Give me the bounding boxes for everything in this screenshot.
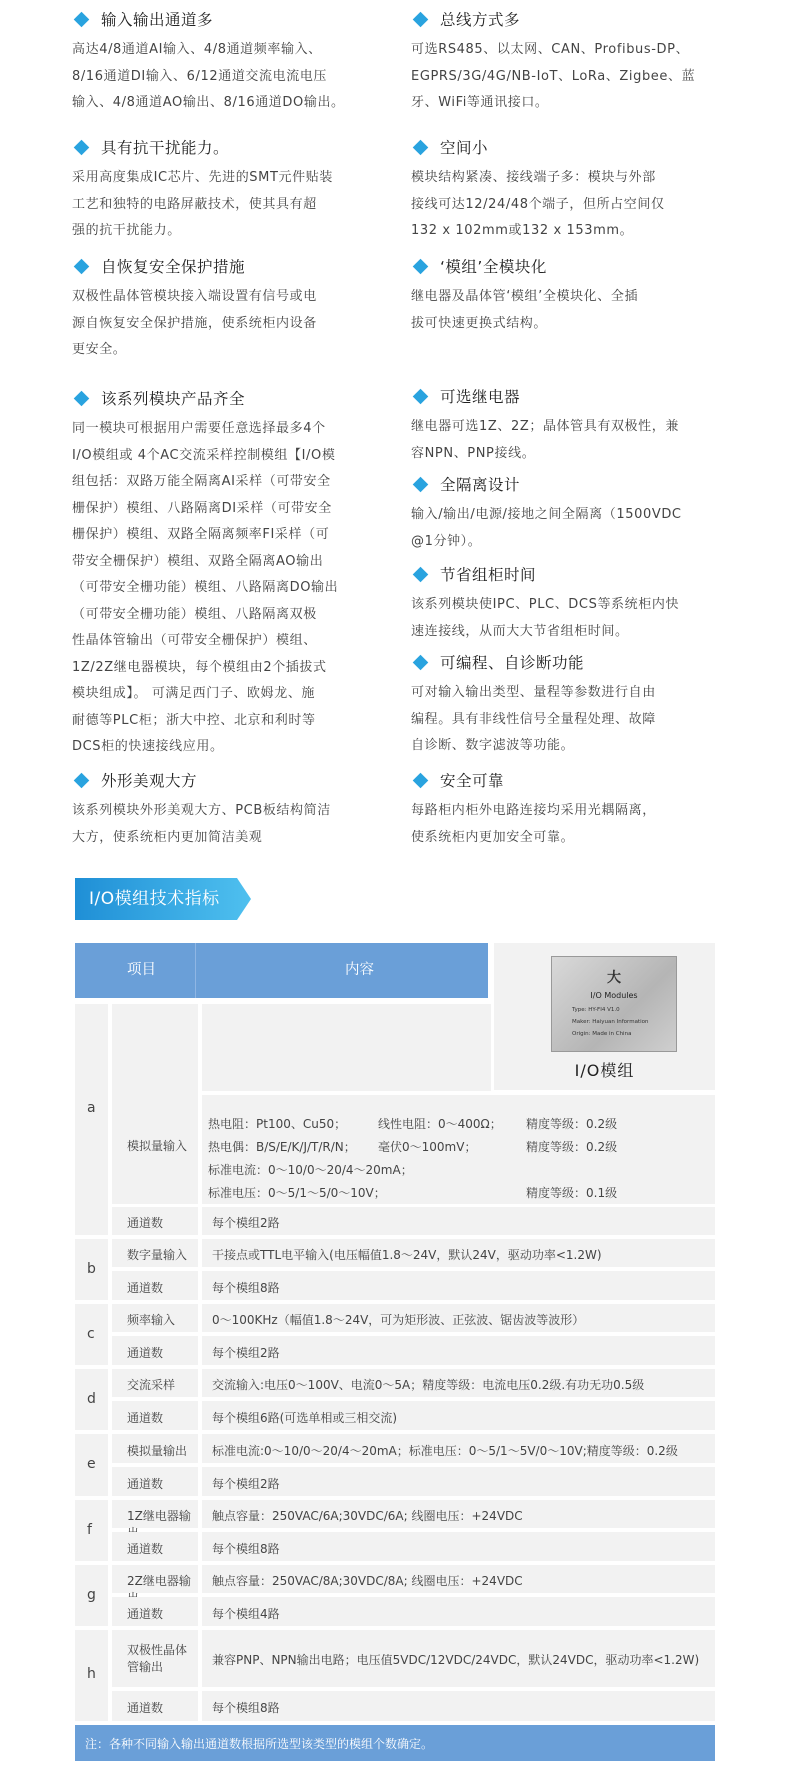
table-note: 注：各种不同输入输出通道数根据所选型该类型的模组个数确定。 [75, 1725, 715, 1761]
feature-modular: ‘模组’全模块化 继电器及晶体管‘模组’全模块化、全插 拔可快速更换式结构。 [411, 258, 639, 331]
module-nameplate-image: 大 I/O Modules Type: HY-FI4 V1.0 Maker: Haiyuan Information Origin: Made in China [551, 956, 677, 1052]
feature-full-isolation: 全隔离设计 输入/输出/电源/接地之间全隔离（1500VDC @1分钟）。 [411, 476, 682, 549]
table-header [75, 943, 488, 998]
feature-bus-types: 总线方式多 可选RS485、以太网、CAN、Profibus-DP、 EGPRS/3G/4G/NB-IoT、LoRa、Zigbee、蓝 牙、WiFi等通讯接口。 [411, 11, 696, 110]
row-label-cell: 频率输入 [112, 1304, 198, 1332]
row-label-cell: 双极性晶体 管输出 [112, 1630, 198, 1687]
section-banner [75, 878, 251, 920]
image-caption: I/O模组 [574, 1061, 635, 1080]
group-letter-cell: d [75, 1369, 108, 1430]
row-label-cell: 通道数 [112, 1691, 198, 1721]
section-title: I/O模组技术指标 [89, 889, 220, 909]
row-label-cell: 模拟量输出 [112, 1434, 198, 1463]
row-label-cell: 交流采样 [112, 1369, 198, 1397]
row-content-cell: 触点容量：250VAC/8A;30VDC/8A; 线圈电压：+24VDC [202, 1565, 715, 1593]
row-content-cell: 每个模组6路(可选单相或三相交流) [202, 1401, 715, 1430]
diamond-bullet-icon [74, 11, 90, 27]
row-label-cell: 通道数 [112, 1271, 198, 1300]
row-content-cell: 触点容量：250VAC/6A;30VDC/6A; 线圈电压：+24VDC [202, 1500, 715, 1528]
diamond-bullet-icon [74, 772, 90, 788]
feature-save-time: 节省组柜时间 该系列模块使IPC、PLC、DCS等系统柜内快 速连接线，从而大大节省组柜时间。 [411, 566, 680, 639]
row-label-cell: 通道数 [112, 1401, 198, 1430]
diamond-bullet-icon [413, 388, 429, 404]
diamond-bullet-icon [74, 139, 90, 155]
row-content-cell: 干接点或TTL电平输入(电压幅值1.8～24V，默认24V，驱动功率<1.2W) [202, 1239, 715, 1267]
row-content-cell: 兼容PNP、NPN输出电路；电压值5VDC/12VDC/24VDC，默认24VDC，驱动功率<1.2W) [202, 1630, 715, 1687]
row-label-cell: 通道数 [112, 1467, 198, 1496]
feature-complete-series: 该系列模块产品齐全 同一模块可根据用户需要任意选择最多4个 I/O模组或 4个AC交流采样控制模组【I/O模 组包括：双路万能全隔离AI采样（可带安全 栅保护）模组、八路隔离DI采样（可带安全 栅保护）模组、双路全隔离频率FI采样（可 带安全栅保护）模组、双路全隔离AO输出 （可带安全栅功能）模组、八路隔离DO输出 （可带安全栅功能）模组、八路隔离双极 性晶体管输出（可带安全栅保护）模组、 1Z/2Z继电器模块，每个模组由2个插拔式 模块组成】。 可满足西门子、欧姆龙、施 耐德等PLC柜；浙大中控、北京和利时等 DCS柜的快速接线应用。 [72, 390, 339, 754]
row-content-cell: 0～100KHz（幅值1.8～24V，可为矩形波、正弦波、锯齿波等波形） [202, 1304, 715, 1332]
row-content-cell: 每个模组8路 [202, 1271, 715, 1300]
row-content-cell: 交流输入:电压0～100V、电流0～5A；精度等级：电流电压0.2级.有功无功0.5级 [202, 1369, 715, 1397]
feature-small-space: 空间小 模块结构紧凑、接线端子多：模块与外部 接线可达12/24/48个端子，但所占空间仅 132 x 102mm或132 x 153mm。 [411, 139, 665, 238]
diamond-bullet-icon [74, 258, 90, 274]
row-label-cell: 通道数 [112, 1207, 198, 1235]
row-content-cell: 每个模组2路 [202, 1467, 715, 1496]
row-content-cell: 标准电流:0～10/0～20/4～20mA；标准电压：0～5/1～5V/0～10V;精度等级：0.2级 [202, 1434, 715, 1463]
diamond-bullet-icon [413, 139, 429, 155]
row-label-cell: 通道数 [112, 1597, 198, 1626]
row-content-cell: 每个模组2路 [202, 1207, 715, 1235]
diamond-bullet-icon [413, 258, 429, 274]
analog-input-content: 热电阻：Pt100、Cu50； 线性电阻：0～400Ω； 精度等级：0.2级 热电偶：B/S/E/K/J/T/R/N； 毫伏0～100mV； 精度等级：0.2级 标准电流：0～10/0～20/4～20mA； 标准电压：0～5/1～5/0～10V； 精度等级：0.1级 [202, 1095, 715, 1204]
group-letter-cell: g [75, 1565, 108, 1626]
row-label-cell: 模拟量输入 [112, 1004, 198, 1204]
feature-programmable: 可编程、自诊断功能 可对输入输出类型、量程等参数进行自由 编程。具有非线性信号全量程处理、故障 自诊断、数字滤波等功能。 [411, 654, 656, 753]
diamond-bullet-icon [413, 654, 429, 670]
header-content: 内容 [345, 962, 374, 978]
diamond-bullet-icon [74, 390, 90, 406]
diamond-bullet-icon [413, 476, 429, 492]
row-label-cell: 通道数 [112, 1532, 198, 1561]
row-content-cell: 每个模组2路 [202, 1336, 715, 1365]
feature-self-recovery: 自恢复安全保护措施 双极性晶体管模块接入端设置有信号或电 源自恢复安全保护措施，使系统柜内设备 更安全。 [72, 258, 317, 357]
group-letter-cell: a [75, 1004, 108, 1235]
module-image-box [494, 943, 715, 1090]
row-content-cell: 每个模组4路 [202, 1597, 715, 1626]
header-item: 项目 [127, 962, 156, 978]
group-letter-cell: e [75, 1434, 108, 1496]
row-content-cell: 每个模组8路 [202, 1532, 715, 1561]
row-label-cell: 数字量输入 [112, 1239, 198, 1267]
feature-relay-option: 可选继电器 继电器可选1Z、2Z；晶体管具有双极性，兼 容NPN、PNP接线。 [411, 388, 679, 461]
feature-appearance: 外形美观大方 该系列模块外形美观大方、PCB板结构简洁 大方，使系统柜内更加简洁美观 [72, 772, 331, 845]
group-letter-cell: h [75, 1630, 108, 1721]
diamond-bullet-icon [413, 11, 429, 27]
group-letter-cell: b [75, 1239, 108, 1300]
group-letter-cell: c [75, 1304, 108, 1365]
diamond-bullet-icon [413, 772, 429, 788]
row-label-cell: 2Z继电器输 [112, 1565, 198, 1593]
feature-io-channels: 输入输出通道多 高达4/8通道AI输入、4/8通道频率输入、 8/16通道DI输入、6/12通道交流电流电压 输入、4/8通道AO输出、8/16通道DO输出。 [72, 11, 345, 110]
row-label-cell: 通道数 [112, 1336, 198, 1365]
row-label-cell: 1Z继电器输 [112, 1500, 198, 1528]
brand-logo-icon: 大 [607, 970, 621, 986]
group-letter-cell: f [75, 1500, 108, 1561]
diamond-bullet-icon [413, 566, 429, 582]
spec-table [75, 943, 715, 1783]
feature-anti-interference: 具有抗干扰能力。 采用高度集成IC芯片、先进的SMT元件贴装 工艺和独特的电路屏蔽技术，使其具有超 强的抗干扰能力。 [72, 139, 333, 238]
feature-safe-reliable: 安全可靠 每路柜内柜外电路连接均采用光耦隔离， 使系统柜内更加安全可靠。 [411, 772, 656, 845]
row-content-cell: 每个模组8路 [202, 1691, 715, 1721]
